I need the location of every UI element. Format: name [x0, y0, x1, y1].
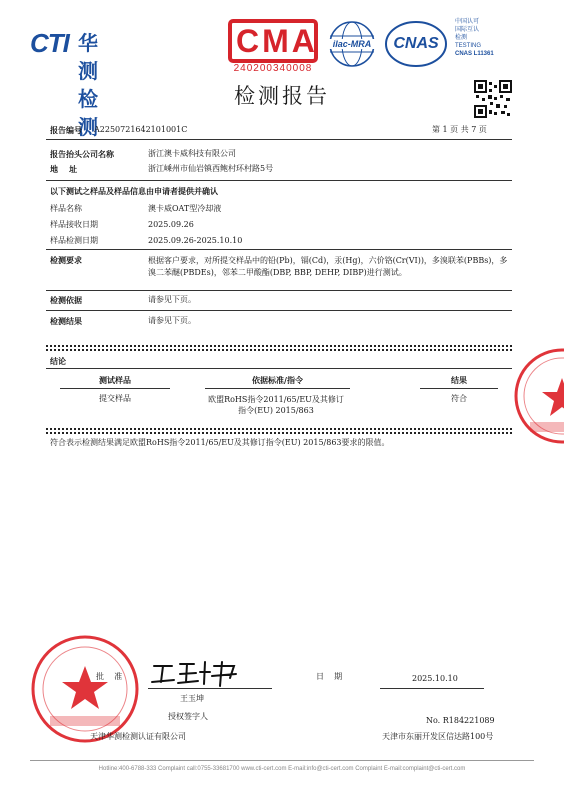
basis-label: 检测依据	[50, 295, 82, 305]
result-label: 检测结果	[50, 316, 82, 326]
cnas-text: CNAS	[393, 35, 439, 52]
received-date-label: 样品接收日期	[50, 220, 98, 229]
conclusion-note: 符合表示检测结果满足欧盟RoHS指令2011/65/EU及其修订指令(EU) 2015/863要求的限值。	[50, 438, 390, 447]
cma-letters: CMA	[236, 23, 318, 59]
divider	[46, 180, 512, 181]
report-number-label: 报告编号	[50, 125, 82, 135]
cnas-logo	[384, 20, 448, 68]
ilac-text: ilac-MRA	[326, 39, 378, 49]
table-cell-standard: 欧盟RoHS指令2011/65/EU及其修订指令(EU) 2015/863	[208, 395, 344, 415]
cnas-info-line: 国际互认	[455, 27, 480, 33]
cnas-info	[455, 18, 515, 58]
cnas-info-line: 中国认可	[455, 19, 480, 25]
company-value: 浙江澳卡威科技有限公司	[148, 149, 236, 158]
address-label: 地 址	[50, 164, 78, 174]
basis-value: 请参见下页。	[148, 295, 196, 304]
sample-name-label: 样品名称	[50, 204, 82, 213]
signer-title: 授权签字人	[168, 712, 208, 721]
table-header-underline	[420, 388, 498, 389]
received-date-value: 2025.09.26	[148, 220, 194, 229]
report-number: A2250721642101001C	[94, 125, 188, 134]
table-header-underline	[205, 388, 350, 389]
page-title: 检测报告	[234, 84, 330, 108]
issuing-address: 天津市东丽开发区信达路100号	[382, 732, 494, 741]
cnas-info-line: CNAS L11361	[455, 51, 494, 57]
table-cell-result: 符合	[451, 394, 467, 403]
date-line	[380, 688, 484, 689]
inspection-stamp	[30, 634, 140, 744]
inspection-stamp-right	[510, 346, 564, 446]
cnas-info-line: 检测	[455, 35, 468, 41]
date-label: 日 期	[316, 672, 343, 681]
footer-divider	[30, 760, 534, 761]
cti-logo-cn: 华测检测	[78, 33, 99, 139]
report-no: No. R184221089	[426, 716, 495, 725]
ilac-mra-logo	[326, 20, 378, 68]
sample-intro: 以下测试之样品及样品信息由申请者提供并确认	[50, 186, 218, 196]
company-label: 报告抬头公司名称	[50, 149, 114, 159]
cnas-info-line: TESTING	[455, 43, 482, 49]
table-header-sample: 测试样品	[99, 375, 131, 385]
divider	[46, 310, 512, 311]
footer-contact: Hotline:400-6788-333 Complaint call:0755-33681700 www.cti-cert.com E-mail:info@cti-cert.com Complaint E-mail:complaint@cti-cert.com	[98, 766, 466, 772]
cti-logo-text: CTI	[30, 28, 69, 58]
table-header-result: 结果	[451, 375, 467, 385]
sample-name-value: 澳卡威OAT型冷却液	[148, 204, 222, 213]
approve-label: 批 准	[96, 672, 123, 681]
divider	[46, 368, 512, 369]
test-date-value: 2025.09.26-2025.10.10	[148, 236, 243, 245]
divider	[46, 139, 512, 140]
cma-mark	[228, 18, 318, 78]
divider	[46, 290, 512, 291]
address-value: 浙江嵊州市仙岩镇西鲍村环村路5号	[148, 164, 274, 173]
table-cell-sample: 提交样品	[99, 394, 131, 403]
asterisk-divider	[46, 349, 512, 355]
signature-icon	[150, 658, 240, 688]
stamp-icon	[30, 634, 140, 744]
requirements-label: 检测要求	[50, 255, 82, 265]
conclusion-title: 结论	[50, 356, 66, 366]
date-value: 2025.10.10	[412, 674, 458, 683]
signature-line	[148, 688, 272, 689]
page-indicator: 第 1 页 共 7 页	[432, 125, 487, 134]
table-header-standard: 依据标准/指令	[252, 375, 303, 385]
signature-handwriting	[150, 658, 240, 688]
table-header-underline	[60, 388, 170, 389]
stamp-icon	[512, 346, 564, 446]
issuing-company: 天津华测检测认证有限公司	[90, 732, 186, 741]
requirements-text: 根据客户要求，对所提交样品中的铅(Pb)，镉(Cd)，汞(Hg)，六价铬(Cr(VI))，多溴联苯(PBBs)，多溴二苯醚(PBDEs)，邻苯二甲酸酯(DBP, BBP, DEHP, DIBP)进行测试。	[148, 256, 508, 277]
divider	[46, 249, 512, 250]
cma-number: 240200340008	[233, 63, 313, 74]
signer-name: 王玉坤	[180, 694, 204, 703]
result-value: 请参见下页。	[148, 316, 196, 325]
test-date-label: 样品检测日期	[50, 236, 98, 245]
